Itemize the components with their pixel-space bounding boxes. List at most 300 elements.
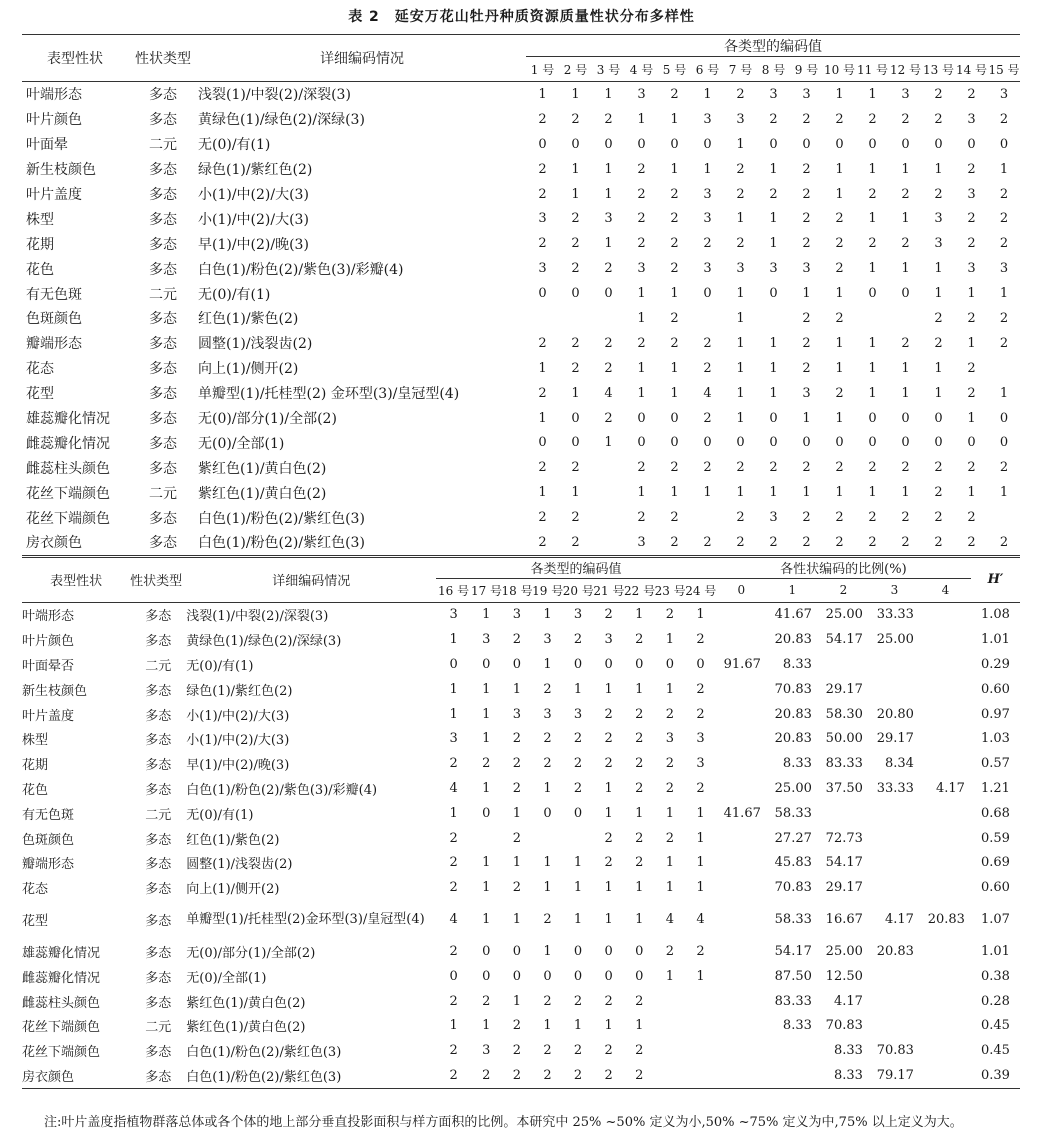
ratio-cell (716, 602, 767, 627)
code-cell: 2 (802, 360, 811, 376)
code-cell: 1 (736, 136, 745, 152)
trait-cell: 花态 (26, 361, 54, 378)
table-row (22, 381, 1020, 406)
code-cell: 2 (635, 780, 644, 796)
type-cell: 多态 (145, 708, 172, 724)
code-cell: 1 (769, 360, 778, 376)
code-cell: 2 (802, 186, 811, 202)
code-cell: 1 (868, 485, 877, 501)
detail-cell: 无(0)/有(1) (186, 807, 254, 823)
code-cell: 2 (934, 186, 943, 202)
code-cell: 2 (670, 211, 679, 227)
table-row (22, 157, 1020, 182)
ratio-cell (869, 652, 920, 677)
ratio-cell: 29.17 (825, 880, 863, 896)
detail-cell: 浅裂(1)/中裂(2)/深裂(3) (198, 87, 351, 104)
code-cell: 0 (604, 943, 613, 959)
code-cell: 1 (934, 360, 943, 376)
ratio-cell (716, 1013, 767, 1038)
detail-cell: 白色(1)/粉色(2)/紫红色(3) (198, 510, 365, 527)
code-cell: 2 (635, 756, 644, 772)
code-cell: 1 (604, 1018, 613, 1034)
code-cell (685, 1013, 716, 1038)
type-cell: 多态 (130, 1063, 186, 1088)
code-cell: 1 (835, 410, 844, 426)
code-cell: 2 (538, 385, 547, 401)
code-cell: 3 (538, 211, 547, 227)
type-header: 17 号 (471, 578, 502, 602)
code-cell: 1 (967, 485, 976, 501)
ratio-header: 0 (716, 578, 767, 602)
code-cell: 2 (635, 830, 644, 846)
code-cell: 2 (999, 460, 1009, 476)
code-cell: 0 (604, 656, 613, 672)
code-cell: 2 (691, 530, 724, 556)
code-cell: 2 (604, 706, 613, 722)
code-cell: 2 (802, 335, 811, 351)
code-cell (691, 505, 724, 530)
table-row (22, 652, 1020, 677)
trait-cell: 叶片颜色 (22, 634, 75, 650)
table-row (22, 356, 1020, 381)
code-cell: 0 (835, 136, 844, 152)
code-cell: 1 (482, 1018, 491, 1034)
detail-cell: 无(0)/全部(1) (198, 435, 285, 452)
code-cell: 2 (512, 830, 521, 846)
code-cell: 1 (635, 681, 644, 697)
code-cell: 2 (573, 780, 583, 796)
trait-cell: 色斑颜色 (22, 832, 75, 848)
code-cell: 1 (543, 780, 552, 796)
code-cell: 2 (635, 632, 644, 648)
code-cell: 1 (538, 410, 547, 426)
code-cell: 2 (449, 880, 458, 896)
code-cell: 0 (769, 435, 778, 451)
type-cell: 二元 (145, 807, 172, 823)
ratio-cell: 16.67 (825, 912, 863, 928)
table-row (22, 1013, 1020, 1038)
type-cell: 多态 (149, 411, 177, 428)
code-cell (526, 306, 559, 331)
trait-cell: 叶片盖度 (22, 708, 75, 724)
type-cell: 多态 (145, 882, 172, 898)
trait-cell: 雌蕊柱头颜色 (22, 995, 101, 1011)
ratio-cell (869, 964, 920, 989)
code-cell: 2 (604, 756, 613, 772)
code-cell: 2 (999, 111, 1009, 127)
code-cell: 2 (637, 186, 646, 202)
detail-cell: 黄绿色(1)/绿色(2)/深绿(3) (186, 634, 342, 650)
code-cell: 3 (482, 632, 491, 648)
code-cell: 1 (449, 805, 458, 821)
ratio-cell: 20.83 (774, 706, 812, 722)
detail-cell: 向上(1)/侧开(2) (198, 361, 299, 378)
code-cell: 2 (769, 186, 778, 202)
code-cell: 2 (868, 460, 877, 476)
code-cell: 1 (665, 880, 675, 896)
table-row (22, 627, 1020, 652)
code-cell: 0 (512, 656, 521, 672)
type-cell: 多态 (145, 995, 172, 1011)
code-cell: 2 (512, 756, 521, 772)
code-cell: 1 (999, 286, 1009, 302)
table-row (22, 801, 1020, 826)
code-cell: 2 (538, 161, 547, 177)
code-cell: 1 (449, 1018, 458, 1034)
code-cell: 1 (449, 632, 458, 648)
table-row (22, 677, 1020, 702)
code-cell: 1 (999, 161, 1009, 177)
trait-cell: 房衣颜色 (22, 530, 128, 556)
ratio-cell (767, 1038, 818, 1063)
h-index-cell: 0.57 (980, 756, 1010, 772)
code-cell: 2 (635, 731, 644, 747)
table-row (22, 455, 1020, 480)
code-cell: 1 (696, 880, 705, 896)
ratio-cell (818, 652, 869, 677)
code-cell (592, 306, 625, 331)
trait-cell: 新生枝颜色 (22, 683, 88, 699)
code-cell: 1 (802, 485, 811, 501)
type-cell: 多态 (149, 211, 177, 228)
code-cell: 2 (999, 310, 1009, 326)
code-cell: 1 (868, 360, 877, 376)
ratio-cell (920, 939, 971, 964)
ratio-cell: 8.33 (782, 656, 812, 672)
code-cell: 2 (823, 530, 856, 556)
trait-cell: 株型 (26, 211, 54, 228)
trait-cell: 雄蕊瓣化情况 (22, 945, 101, 961)
table-row (22, 1063, 1020, 1088)
code-cell: 3 (604, 632, 613, 648)
code-cell: 0 (571, 136, 580, 152)
code-cell: 2 (736, 186, 745, 202)
code-cell: 1 (802, 286, 811, 302)
code-cell (655, 1013, 686, 1038)
code-cell: 2 (604, 607, 613, 623)
code-cell: 3 (543, 706, 552, 722)
code-cell (559, 306, 592, 331)
ratio-cell (920, 652, 971, 677)
code-cell: 1 (769, 485, 778, 501)
detail-cell: 白色(1)/粉色(2)/紫红色(3) (186, 1063, 436, 1088)
code-cell: 1 (635, 880, 644, 896)
code-cell: 2 (999, 186, 1009, 202)
table-row (22, 726, 1020, 751)
code-cell: 1 (482, 681, 491, 697)
ratio-header: 4 (920, 578, 971, 602)
code-cell: 1 (665, 968, 675, 984)
code-cell: 0 (703, 435, 712, 451)
code-cell: 2 (637, 335, 646, 351)
code-cell: 2 (604, 335, 613, 351)
code-cell: 2 (543, 731, 552, 747)
code-cell: 2 (769, 460, 778, 476)
table-row (22, 989, 1020, 1014)
code-cell: 1 (769, 335, 778, 351)
code-cell (655, 1038, 686, 1063)
code-cell: 2 (573, 993, 583, 1009)
code-cell: 2 (802, 460, 811, 476)
code-cell: 2 (543, 912, 552, 928)
ratio-cell (920, 826, 971, 851)
code-cell: 1 (604, 805, 613, 821)
code-cell: 2 (901, 111, 910, 127)
code-cell: 1 (637, 111, 646, 127)
code-cell: 2 (802, 510, 811, 526)
code-cell: 1 (665, 805, 675, 821)
code-cell: 1 (670, 161, 679, 177)
code-cell: 3 (703, 186, 712, 202)
h-index-cell: 0.97 (980, 706, 1010, 722)
ratio-header: 2 (818, 578, 869, 602)
code-cell: 1 (736, 211, 745, 227)
code-cell: 2 (670, 261, 679, 277)
code-cell: 1 (482, 912, 491, 928)
ratio-cell: 37.50 (825, 780, 863, 796)
ratio-cell: 20.83 (774, 632, 812, 648)
code-cell: 2 (604, 410, 613, 426)
code-cell: 1 (571, 485, 580, 501)
code-cell: 0 (538, 286, 547, 302)
type-cell: 多态 (149, 510, 177, 527)
code-cell: 1 (512, 805, 521, 821)
code-cell: 3 (999, 86, 1009, 102)
code-cell: 3 (999, 261, 1009, 277)
code-cell: 1 (769, 161, 778, 177)
code-cell: 2 (696, 943, 705, 959)
detail-cell: 无(0)/全部(1) (186, 970, 267, 986)
code-cell: 1 (868, 261, 877, 277)
trait-cell: 花丝下端颜色 (26, 510, 110, 527)
code-cell: 2 (901, 460, 910, 476)
ratio-cell: 4.17 (833, 993, 863, 1009)
code-cell: 2 (543, 681, 552, 697)
code-cell: 2 (637, 510, 646, 526)
code-cell: 3 (703, 211, 712, 227)
h-index-cell: 0.68 (980, 805, 1010, 821)
code-cell: 0 (934, 410, 943, 426)
code-cell: 2 (967, 510, 976, 526)
ratio-header: 3 (869, 578, 920, 602)
code-cell: 1 (604, 780, 613, 796)
ratio-cell: 83.33 (774, 993, 812, 1009)
code-cell (685, 1063, 716, 1088)
header-trait: 表型性状 (22, 35, 128, 82)
code-cell: 2 (856, 530, 889, 556)
header-trait-2: 表型性状 (22, 558, 130, 602)
code-cell: 1 (604, 681, 613, 697)
type-header: 2 号 (559, 57, 592, 82)
header-code-group: 各类型的编码值 (526, 35, 1020, 57)
code-cell: 1 (637, 360, 646, 376)
trait-cell: 雌蕊瓣化情况 (22, 970, 101, 986)
type-cell: 多态 (149, 361, 177, 378)
code-cell (592, 505, 625, 530)
code-cell (685, 1038, 716, 1063)
ratio-cell (716, 726, 767, 751)
code-cell: 2 (835, 510, 844, 526)
ratio-cell: 87.50 (774, 968, 812, 984)
ratio-cell (716, 989, 767, 1014)
code-cell: 1 (769, 211, 778, 227)
code-cell: 1 (736, 360, 745, 376)
code-cell: 1 (769, 385, 778, 401)
code-cell: 2 (967, 161, 976, 177)
ratio-cell: 41.67 (723, 805, 761, 821)
code-cell: 0 (670, 136, 679, 152)
detail-cell: 无(0)/有(1) (186, 658, 254, 674)
ratio-cell (716, 627, 767, 652)
code-cell (532, 826, 563, 851)
code-cell: 2 (901, 186, 910, 202)
code-cell: 0 (967, 435, 976, 451)
code-cell: 0 (543, 805, 552, 821)
code-cell: 1 (482, 706, 491, 722)
code-cell: 2 (449, 756, 458, 772)
ratio-cell: 25.00 (774, 780, 812, 796)
code-cell: 2 (512, 731, 521, 747)
code-cell: 1 (571, 161, 580, 177)
code-cell: 2 (449, 943, 458, 959)
code-cell: 2 (543, 1043, 552, 1059)
code-cell: 3 (625, 530, 658, 556)
code-cell: 2 (696, 706, 705, 722)
code-cell: 2 (868, 186, 877, 202)
code-cell: 1 (901, 385, 910, 401)
type-cell: 多态 (145, 733, 172, 749)
ratio-cell: 8.33 (833, 1043, 863, 1059)
code-cell: 0 (449, 968, 458, 984)
detail-cell: 紫红色(1)/黄白色(2) (198, 485, 327, 502)
type-header: 20 号 (563, 578, 594, 602)
code-cell: 0 (703, 136, 712, 152)
h-index-cell: 0.69 (980, 855, 1010, 871)
ratio-cell: 83.33 (825, 756, 863, 772)
code-cell: 2 (532, 1063, 563, 1088)
code-cell: 1 (604, 86, 613, 102)
code-cell: 1 (635, 607, 644, 623)
h-index-cell: 1.03 (980, 731, 1010, 747)
code-cell: 1 (736, 385, 745, 401)
code-cell: 1 (571, 186, 580, 202)
code-cell: 0 (512, 968, 521, 984)
code-cell: 2 (665, 780, 675, 796)
trait-cell: 叶端形态 (22, 609, 75, 625)
trait-cell: 花期 (26, 236, 54, 253)
code-cell: 1 (573, 912, 583, 928)
ratio-cell: 8.33 (782, 1018, 812, 1034)
code-cell: 2 (703, 410, 712, 426)
type-header: 22 号 (624, 578, 655, 602)
code-cell: 3 (769, 86, 778, 102)
table-row (22, 1038, 1020, 1063)
code-cell: 2 (835, 236, 844, 252)
code-cell: 2 (573, 632, 583, 648)
code-cell: 1 (901, 211, 910, 227)
code-cell: 1 (571, 385, 580, 401)
ratio-cell (716, 900, 767, 939)
ratio-cell (920, 850, 971, 875)
code-cell: 2 (512, 880, 521, 896)
code-cell: 2 (449, 855, 458, 871)
code-cell: 2 (724, 530, 757, 556)
code-cell: 1 (769, 236, 778, 252)
code-cell: 2 (571, 335, 580, 351)
code-cell: 2 (868, 510, 877, 526)
code-cell: 1 (543, 1018, 552, 1034)
code-cell: 2 (665, 756, 675, 772)
code-cell: 3 (769, 510, 778, 526)
code-cell: 2 (635, 1043, 644, 1059)
code-cell: 2 (538, 460, 547, 476)
ratio-cell: 70.83 (774, 681, 812, 697)
ratio-cell: 4.17 (935, 780, 965, 796)
code-cell: 2 (635, 855, 644, 871)
code-cell: 0 (901, 435, 910, 451)
code-cell: 2 (967, 360, 976, 376)
code-cell: 1 (604, 186, 613, 202)
type-header: 15 号 (988, 57, 1020, 82)
ratio-cell: 27.27 (774, 830, 812, 846)
code-cell (592, 455, 625, 480)
code-cell: 2 (665, 830, 675, 846)
code-cell: 0 (696, 656, 705, 672)
code-cell (655, 1063, 686, 1088)
code-cell: 1 (736, 310, 745, 326)
type-header: 11 号 (856, 57, 889, 82)
trait-cell: 花色 (26, 261, 54, 278)
type-cell: 多态 (149, 187, 177, 203)
type-header: 12 号 (889, 57, 922, 82)
ratio-cell: 54.17 (825, 632, 863, 648)
code-cell: 1 (543, 855, 552, 871)
code-cell: 0 (482, 943, 491, 959)
ratio-cell (716, 702, 767, 727)
trait-cell: 叶面晕 (26, 137, 68, 154)
ratio-cell (869, 801, 920, 826)
code-cell: 2 (604, 360, 613, 376)
code-cell: 1 (637, 286, 646, 302)
detail-cell: 白色(1)/粉色(2)/紫红色(3) (186, 1045, 342, 1061)
h-index-cell: 0.39 (971, 1063, 1020, 1088)
code-cell: 2 (571, 460, 580, 476)
code-cell: 2 (670, 510, 679, 526)
table-row (22, 505, 1020, 530)
code-cell: 2 (604, 111, 613, 127)
code-cell: 2 (471, 1063, 502, 1088)
h-index-cell: 0.45 (980, 1043, 1010, 1059)
ratio-cell (869, 850, 920, 875)
ratio-cell: 25.00 (876, 632, 914, 648)
h-index-cell: 1.01 (980, 943, 1010, 959)
code-cell: 2 (637, 161, 646, 177)
type-cell: 多态 (149, 386, 177, 403)
code-cell: 2 (670, 86, 679, 102)
table-row (22, 602, 1020, 627)
code-cell: 2 (967, 236, 976, 252)
code-cell: 2 (934, 111, 943, 127)
code-cell: 2 (573, 756, 583, 772)
ratio-cell: 8.34 (884, 756, 914, 772)
code-cell: 2 (670, 310, 679, 326)
code-cell: 2 (802, 161, 811, 177)
code-cell: 2 (512, 1018, 521, 1034)
h-index-cell: 1.21 (980, 780, 1010, 796)
code-cell: 0 (449, 656, 458, 672)
code-cell: 0 (665, 656, 675, 672)
code-cell: 1 (835, 360, 844, 376)
